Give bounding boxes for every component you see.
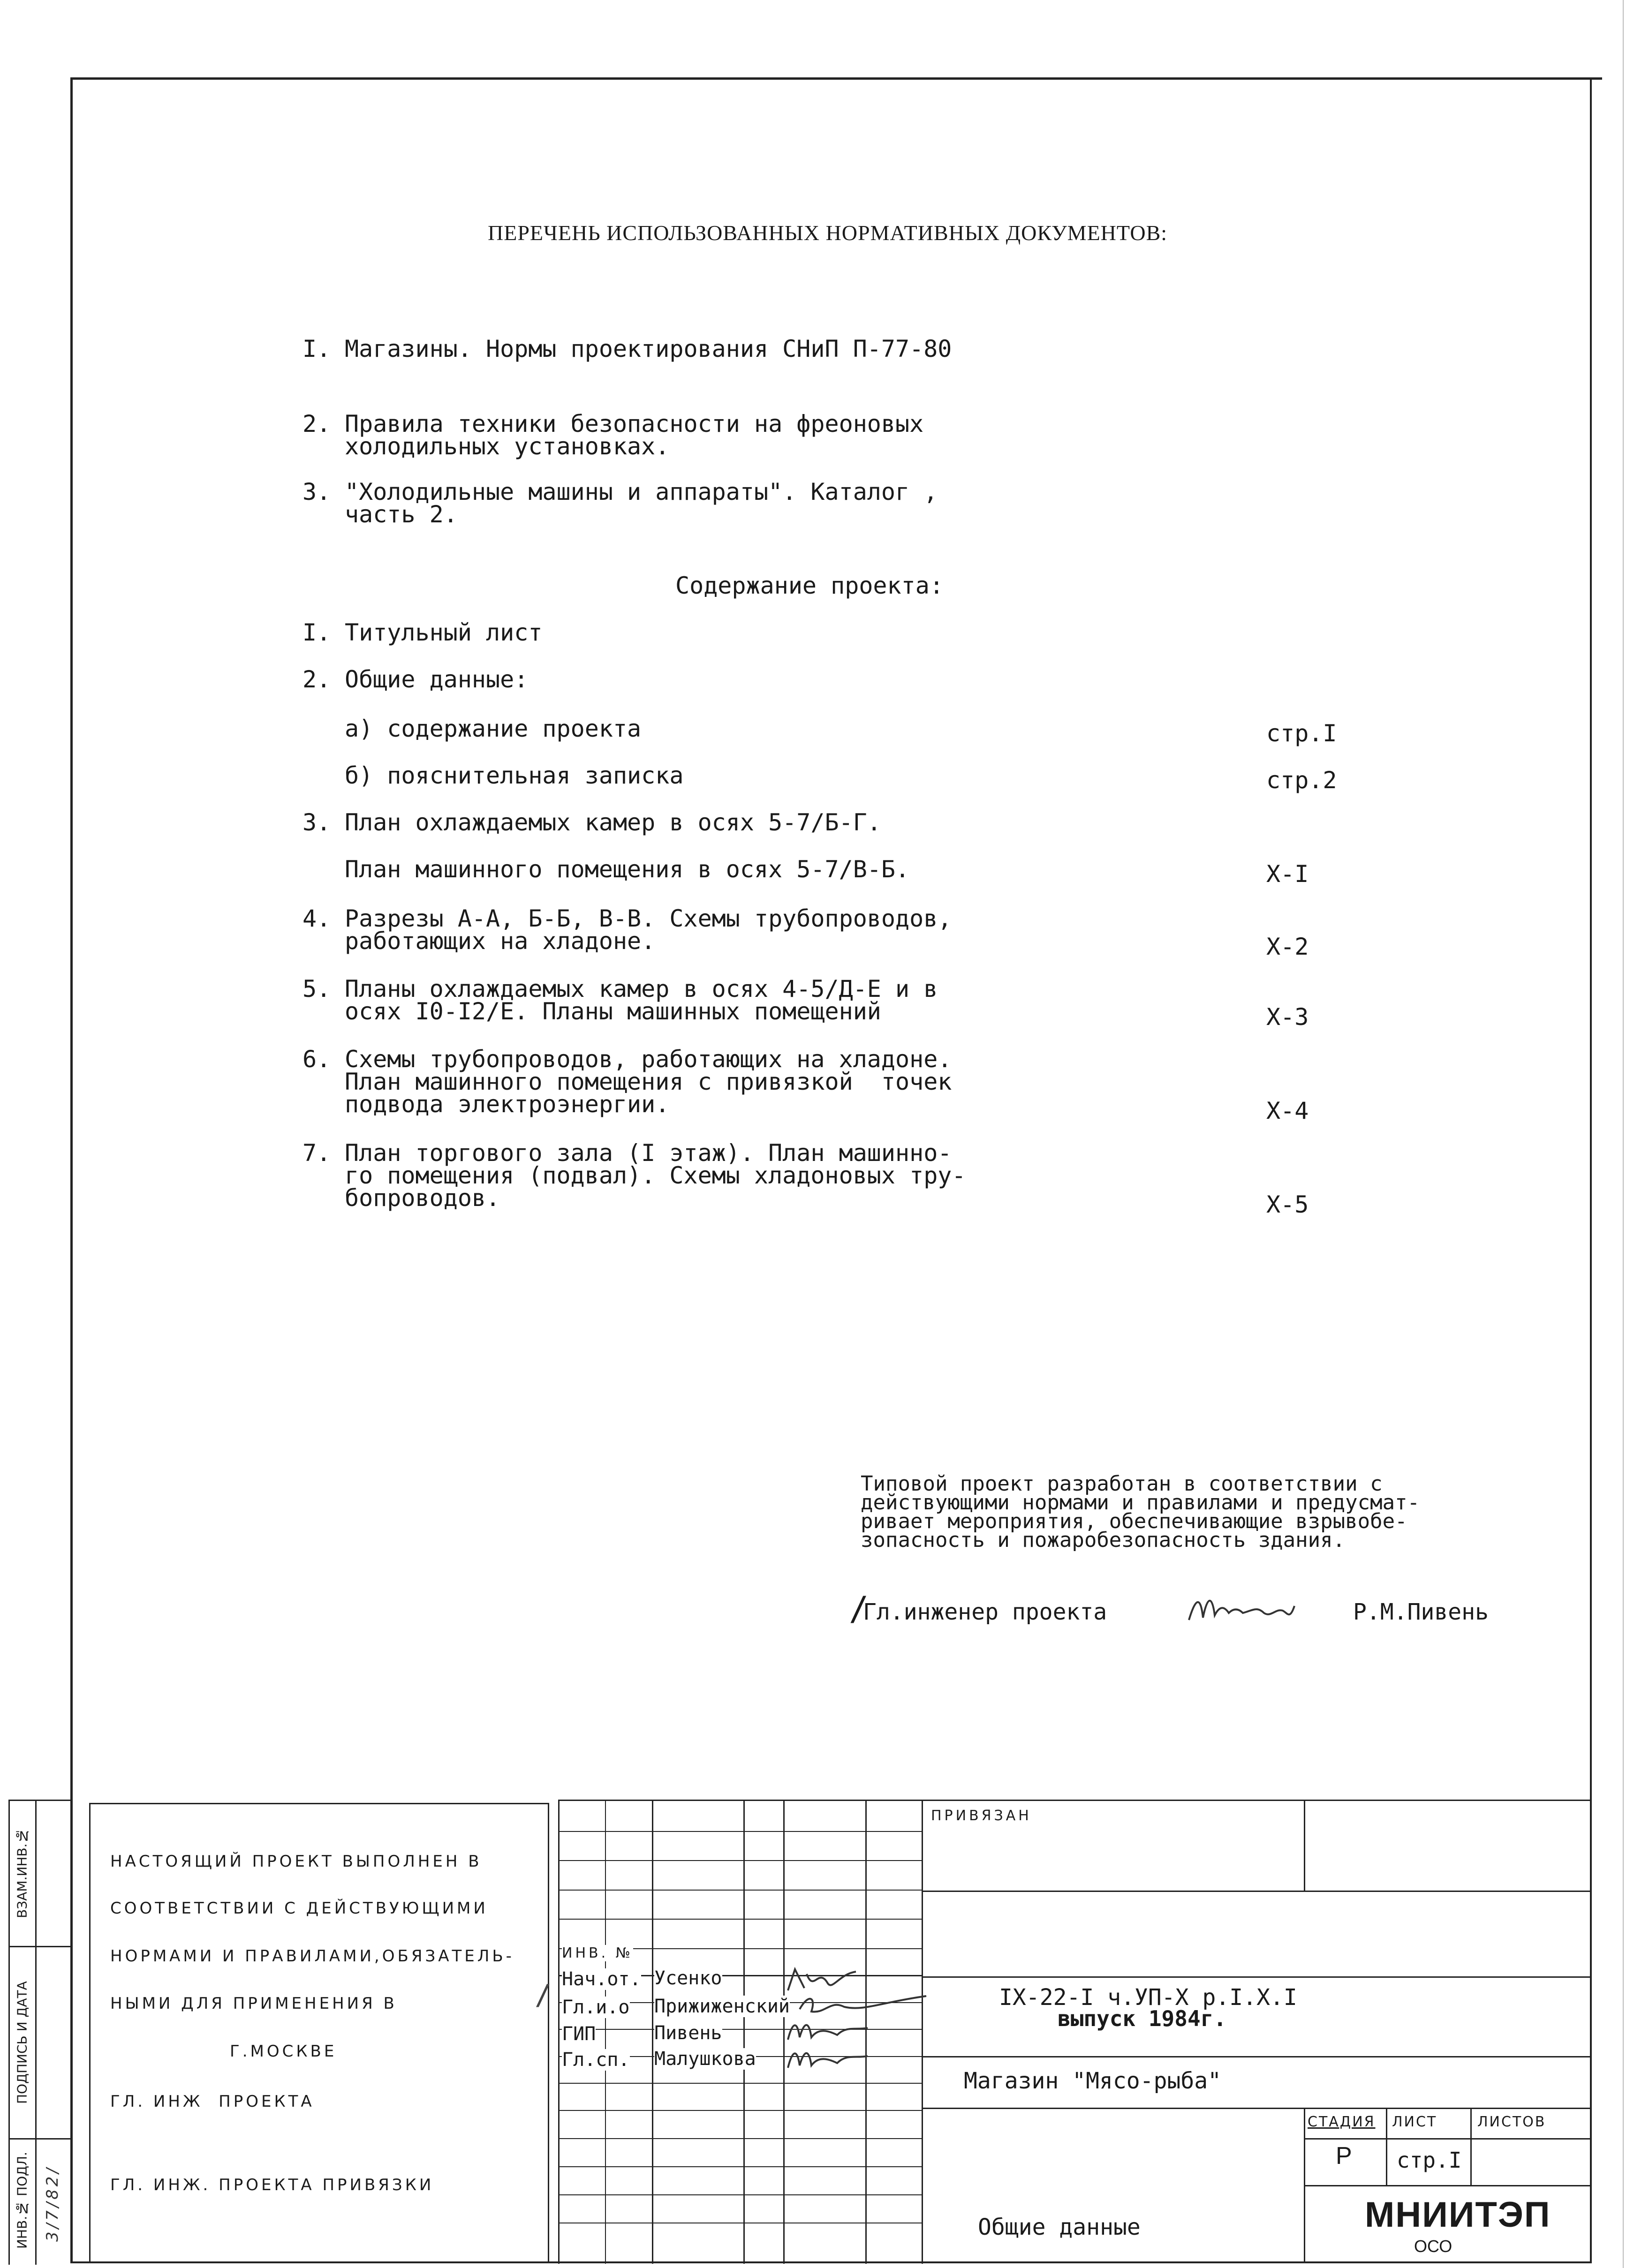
staff-name: Пивень bbox=[654, 2022, 722, 2044]
contents-ref: стр.2 bbox=[1266, 767, 1337, 794]
stamp-line: СООТВЕТСТВИИ С ДЕЙСТВУЮЩИМИ bbox=[110, 1899, 488, 1918]
frame-right bbox=[1590, 77, 1592, 2263]
chief-signature bbox=[1187, 1592, 1309, 1634]
sheet-label: ЛИСТ bbox=[1392, 2114, 1437, 2130]
staff-role: Гл.сп. bbox=[562, 2049, 630, 2071]
contents-ref: стр.I bbox=[1266, 720, 1337, 747]
contents-text: План охлаждаемых камер в осях 5-7/Б-Г. bbox=[345, 809, 881, 836]
norm-doc-text: Правила техники безопасности на фреоновых холодильных установках. bbox=[345, 410, 924, 460]
norm-doc-text: "Холодильные машины и аппараты". Каталог , часть 2. bbox=[345, 478, 938, 528]
norm-doc-text: Магазины. Нормы проектирования СНиП П-77-80 bbox=[345, 335, 952, 362]
contents-text: а) содержание проекта bbox=[345, 715, 642, 742]
object-name: Магазин "Мясо-рыба" bbox=[964, 2068, 1222, 2094]
side-cell-original-inv: ИНВ.№ ПОДЛ. bbox=[14, 2152, 30, 2249]
bound-label: ПРИВЯЗАН bbox=[931, 1808, 1032, 1824]
contents-num: I. bbox=[303, 619, 331, 646]
sheet-value: стр.I bbox=[1397, 2147, 1462, 2173]
contents-ref: Х-I bbox=[1266, 860, 1309, 888]
contents-num: 5. bbox=[303, 975, 331, 1002]
project-issue: выпуск 1984г. bbox=[1058, 2006, 1227, 2031]
frame-bottom bbox=[70, 2261, 1592, 2263]
contents-text: Разрезы А-А, Б-Б, В-В. Схемы трубопроводов, работающих на хладоне. bbox=[345, 905, 952, 955]
staff-role: Нач.от. bbox=[562, 1968, 641, 1990]
contents-num: 6. bbox=[303, 1046, 331, 1073]
org-logo: МНИИТЭП bbox=[1365, 2195, 1551, 2235]
staff-signature bbox=[786, 2044, 870, 2077]
scan-edge-line bbox=[1623, 0, 1624, 2268]
staff-name: Малушкова bbox=[654, 2048, 756, 2070]
contents-num: 3. bbox=[303, 809, 331, 836]
stamp-line: НОРМАМИ И ПРАВИЛАМИ,ОБЯЗАТЕЛЬ- bbox=[110, 1947, 514, 1966]
contents-text: б) пояснительная записка bbox=[345, 762, 684, 789]
stamp-line: Г.МОСКВЕ bbox=[230, 2042, 337, 2061]
page-heading: ПЕРЕЧЕНЬ ИСПОЛЬЗОВАННЫХ НОРМАТИВНЫХ ДОКУМЕНТОВ: bbox=[488, 221, 1168, 245]
stamp-chief-binding: ГЛ. ИНЖ. ПРОЕКТА ПРИВЯЗКИ bbox=[110, 2176, 434, 2194]
contents-ref: Х-4 bbox=[1266, 1097, 1309, 1124]
compliance-statement: Типовой проект разработан в соответствии с действующими нормами и правилами и предусмат- ривает мероприятия, обеспечивающие взрывобе- зопасность и пожаробезопасность здания. bbox=[861, 1472, 1420, 1552]
contents-title: Содержание проекта: bbox=[675, 572, 944, 599]
norm-doc-num: 3. bbox=[303, 478, 331, 505]
side-inv-number: 3/7/82/ bbox=[43, 2165, 62, 2242]
contents-ref: Х-5 bbox=[1266, 1191, 1309, 1218]
contents-text: Титульный лист bbox=[345, 619, 543, 646]
staff-name: Прижиженский bbox=[654, 1996, 790, 2017]
sheets-label: ЛИСТОВ bbox=[1477, 2114, 1546, 2130]
stamp-chief: ГЛ. ИНЖ ПРОЕКТА bbox=[110, 2092, 315, 2111]
stamp-line: НЫМИ ДЛЯ ПРИМЕНЕНИЯ В bbox=[110, 1994, 397, 2013]
staff-name: Усенко bbox=[654, 1967, 722, 1989]
norm-doc-num: I. bbox=[303, 335, 331, 362]
contents-ref: Х-2 bbox=[1266, 933, 1309, 960]
contents-text: Планы охлаждаемых камер в осях 4-5/Д-Е и в осях I0-I2/Е. Планы машинных помещений bbox=[345, 975, 938, 1025]
stamp-slash: / bbox=[535, 1979, 552, 2012]
frame-left bbox=[70, 77, 73, 2263]
side-cell-signature-date: ПОДПИСЬ И ДАТА bbox=[14, 1981, 30, 2104]
contents-text: План машинного помещения в осях 5-7/В-Б. bbox=[345, 856, 910, 883]
staff-role: ГИП bbox=[562, 2023, 596, 2045]
stamp-line: НАСТОЯЩИЙ ПРОЕКТ ВЫПОЛНЕН В bbox=[110, 1852, 482, 1871]
signature-slash: / bbox=[849, 1590, 869, 1628]
contents-text: План торгового зала (I этаж). План машинно- го помещения (подвал). Схемы хладоновых тру- бопроводов. bbox=[345, 1139, 966, 1212]
sheet-title: Общие данные bbox=[978, 2214, 1141, 2240]
contents-ref: Х-3 bbox=[1266, 1003, 1309, 1031]
staff-role: Гл.и.о bbox=[562, 1997, 630, 2018]
org-dept: ОСО bbox=[1414, 2237, 1452, 2256]
inv-label: ИНВ. № bbox=[562, 1945, 633, 1961]
frame-top bbox=[70, 77, 1602, 80]
contents-text: Общие данные: bbox=[345, 666, 529, 693]
contents-num: 7. bbox=[303, 1139, 331, 1167]
stage-label: СТАДИЯ bbox=[1308, 2114, 1376, 2130]
project-code: IX-22-I ч.УП-Х р.I.Х.I bbox=[999, 1984, 1297, 2011]
side-cell-substitute-inv: ВЗАМ.ИНВ.№ bbox=[14, 1828, 30, 1919]
signature-name: Р.М.Пивень bbox=[1353, 1599, 1489, 1625]
stage-value: Р bbox=[1336, 2142, 1352, 2170]
norm-doc-num: 2. bbox=[303, 410, 331, 437]
contents-text: Схемы трубопроводов, работающих на хладоне. План машинного помещения с привязкой точек подвода электроэнергии. bbox=[345, 1046, 952, 1118]
signature-title: Гл.инженер проекта bbox=[863, 1599, 1107, 1625]
contents-num: 4. bbox=[303, 905, 331, 932]
contents-num: 2. bbox=[303, 666, 331, 693]
